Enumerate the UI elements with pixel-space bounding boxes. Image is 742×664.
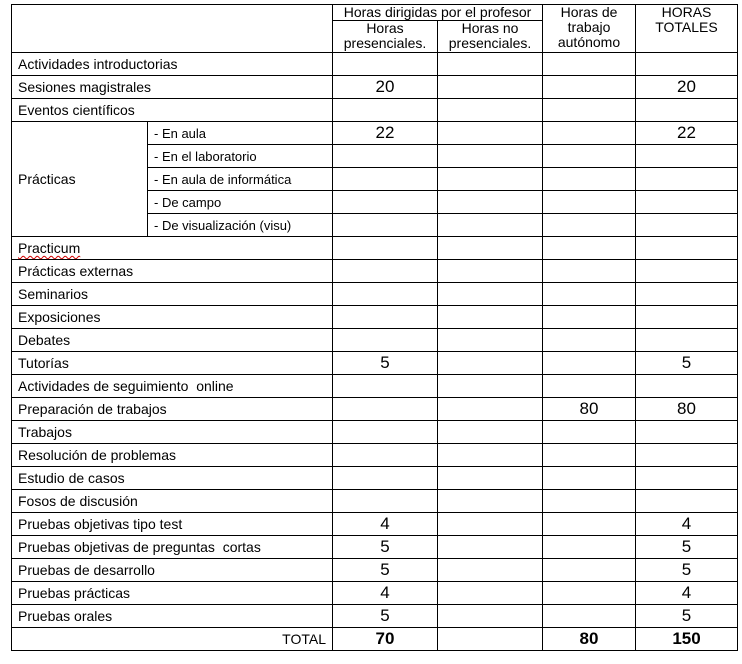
total-presenciales: 70 [333, 628, 438, 651]
table-row [12, 467, 738, 490]
cell-presenciales: 20 [333, 76, 438, 99]
cell-no-presenciales [438, 283, 543, 306]
row-label: Fosos de discusión [12, 490, 333, 513]
cell-total [636, 283, 738, 306]
cell-autonomo [543, 375, 636, 398]
cell-presenciales [333, 260, 438, 283]
table-row [12, 352, 738, 375]
cell-no-presenciales [438, 375, 543, 398]
cell-presenciales [333, 53, 438, 76]
cell-no-presenciales [438, 260, 543, 283]
table-row [12, 283, 738, 306]
cell-presenciales [333, 191, 438, 214]
cell-total [636, 375, 738, 398]
hours-table [11, 4, 738, 651]
cell-no-presenciales [438, 536, 543, 559]
cell-total: 5 [636, 536, 738, 559]
cell-autonomo [543, 191, 636, 214]
header-teacher-hours: Horas dirigidas por el profesor [333, 5, 543, 21]
cell-no-presenciales [438, 122, 543, 145]
total-label: TOTAL [12, 628, 333, 651]
cell-autonomo [543, 513, 636, 536]
cell-presenciales [333, 168, 438, 191]
row-label: Pruebas objetivas tipo test [12, 513, 333, 536]
cell-autonomo [543, 214, 636, 237]
cell-no-presenciales [438, 444, 543, 467]
cell-autonomo [543, 559, 636, 582]
cell-autonomo [543, 329, 636, 352]
practicas-sub-label: - De campo [148, 191, 333, 214]
cell-autonomo [543, 306, 636, 329]
cell-no-presenciales [438, 352, 543, 375]
cell-no-presenciales [438, 53, 543, 76]
cell-presenciales [333, 490, 438, 513]
row-label-text: Practicum [18, 240, 81, 256]
cell-autonomo [543, 237, 636, 260]
cell-autonomo [543, 168, 636, 191]
cell-no-presenciales [438, 467, 543, 490]
cell-no-presenciales [438, 214, 543, 237]
cell-no-presenciales [438, 99, 543, 122]
cell-total [636, 191, 738, 214]
cell-no-presenciales [438, 559, 543, 582]
cell-total [636, 467, 738, 490]
cell-presenciales [333, 214, 438, 237]
row-label: Seminarios [12, 283, 333, 306]
table-row [12, 53, 738, 76]
practicas-sub-label: - En aula de informática [148, 168, 333, 191]
cell-no-presenciales [438, 168, 543, 191]
cell-total: 80 [636, 398, 738, 421]
cell-autonomo [543, 122, 636, 145]
row-label: Prácticas externas [12, 260, 333, 283]
cell-autonomo [543, 283, 636, 306]
cell-total [636, 99, 738, 122]
cell-total: 5 [636, 605, 738, 628]
cell-presenciales [333, 398, 438, 421]
row-label: Eventos científicos [12, 99, 333, 122]
row-label: Actividades introductorias [12, 53, 333, 76]
practicas-sub-label: - En aula [148, 122, 333, 145]
table-row [12, 605, 738, 628]
row-label: Estudio de casos [12, 467, 333, 490]
cell-total: 22 [636, 122, 738, 145]
cell-autonomo [543, 53, 636, 76]
cell-presenciales: 5 [333, 605, 438, 628]
header-non-presential-hours: Horas no presenciales. [438, 21, 543, 53]
table-row [12, 237, 738, 260]
cell-presenciales [333, 421, 438, 444]
cell-no-presenciales [438, 421, 543, 444]
practicas-label: Prácticas [12, 122, 148, 237]
header-row-1 [12, 5, 738, 21]
cell-total [636, 260, 738, 283]
cell-presenciales [333, 444, 438, 467]
table-row [12, 99, 738, 122]
table-row [12, 536, 738, 559]
cell-autonomo [543, 444, 636, 467]
cell-autonomo: 80 [543, 398, 636, 421]
cell-no-presenciales [438, 513, 543, 536]
cell-total [636, 444, 738, 467]
cell-no-presenciales [438, 605, 543, 628]
cell-no-presenciales [438, 76, 543, 99]
row-label: Trabajos [12, 421, 333, 444]
cell-autonomo [543, 421, 636, 444]
table-row [12, 490, 738, 513]
total-no-presenciales [438, 628, 543, 651]
cell-no-presenciales [438, 191, 543, 214]
cell-presenciales [333, 467, 438, 490]
row-label: Pruebas de desarrollo [12, 559, 333, 582]
table-row [12, 559, 738, 582]
cell-presenciales [333, 306, 438, 329]
cell-presenciales [333, 99, 438, 122]
table-row [12, 329, 738, 352]
cell-total: 4 [636, 513, 738, 536]
cell-no-presenciales [438, 398, 543, 421]
row-label: Pruebas objetivas de preguntas cortas [12, 536, 333, 559]
table-row [12, 76, 738, 99]
table-row [12, 582, 738, 605]
table-row [12, 375, 738, 398]
header-presential-hours: Horas presenciales. [333, 21, 438, 53]
cell-autonomo [543, 99, 636, 122]
cell-total: 5 [636, 352, 738, 375]
practicas-sub-label: - En el laboratorio [148, 145, 333, 168]
cell-total [636, 237, 738, 260]
cell-presenciales: 22 [333, 122, 438, 145]
practicas-sub-label: - De visualización (visu) [148, 214, 333, 237]
cell-total [636, 145, 738, 168]
table-row [12, 398, 738, 421]
cell-no-presenciales [438, 306, 543, 329]
table-row [12, 444, 738, 467]
row-label: Exposiciones [12, 306, 333, 329]
cell-autonomo [543, 467, 636, 490]
cell-presenciales: 4 [333, 582, 438, 605]
cell-autonomo [543, 490, 636, 513]
cell-autonomo [543, 76, 636, 99]
row-label: Tutorías [12, 352, 333, 375]
header-autonomous-hours: Horas de trabajo autónomo [543, 5, 636, 53]
header-blank-cell [12, 5, 333, 53]
table-row [12, 306, 738, 329]
total-row [12, 628, 738, 651]
total-total: 150 [636, 628, 738, 651]
cell-no-presenciales [438, 582, 543, 605]
cell-autonomo [543, 260, 636, 283]
header-total-hours: HORAS TOTALES [636, 5, 738, 53]
cell-presenciales [333, 145, 438, 168]
cell-no-presenciales [438, 490, 543, 513]
cell-total [636, 421, 738, 444]
row-label [12, 237, 333, 260]
cell-autonomo [543, 145, 636, 168]
row-label: Sesiones magistrales [12, 76, 333, 99]
cell-autonomo [543, 582, 636, 605]
cell-presenciales: 5 [333, 352, 438, 375]
row-label: Preparación de trabajos [12, 398, 333, 421]
cell-presenciales [333, 329, 438, 352]
table-row [12, 260, 738, 283]
cell-presenciales: 4 [333, 513, 438, 536]
cell-total [636, 53, 738, 76]
row-label: Pruebas prácticas [12, 582, 333, 605]
total-autonomo: 80 [543, 628, 636, 651]
table-row [12, 122, 738, 145]
cell-total [636, 168, 738, 191]
cell-autonomo [543, 605, 636, 628]
cell-autonomo [543, 536, 636, 559]
cell-no-presenciales [438, 145, 543, 168]
row-label: Debates [12, 329, 333, 352]
row-label: Actividades de seguimiento online [12, 375, 333, 398]
cell-total: 5 [636, 559, 738, 582]
row-label: Pruebas orales [12, 605, 333, 628]
cell-presenciales: 5 [333, 536, 438, 559]
cell-presenciales [333, 375, 438, 398]
cell-autonomo [543, 352, 636, 375]
cell-total: 4 [636, 582, 738, 605]
cell-total: 20 [636, 76, 738, 99]
cell-total [636, 306, 738, 329]
row-label: Resolución de problemas [12, 444, 333, 467]
table-row [12, 421, 738, 444]
cell-total [636, 490, 738, 513]
table-row [12, 513, 738, 536]
cell-total [636, 214, 738, 237]
cell-total [636, 329, 738, 352]
cell-presenciales [333, 283, 438, 306]
cell-presenciales: 5 [333, 559, 438, 582]
cell-no-presenciales [438, 329, 543, 352]
cell-presenciales [333, 237, 438, 260]
cell-no-presenciales [438, 237, 543, 260]
